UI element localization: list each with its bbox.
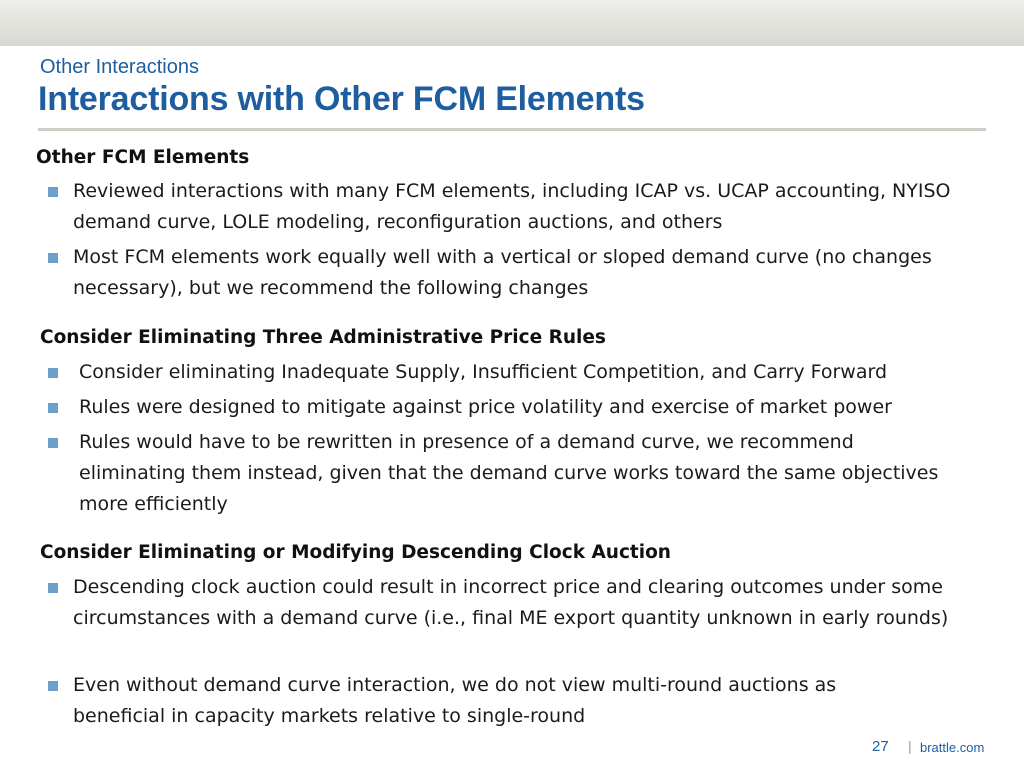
bullet-item [73,572,968,634]
slide-subtitle: Other Interactions [40,56,199,78]
bullet-marker-icon [48,583,58,593]
bullet-item [73,176,973,238]
bullet-marker-icon [48,438,58,448]
slide-title: Interactions with Other FCM Elements [38,80,645,118]
bullet-text: Reviewed interactions with many FCM elements, including ICAP vs. UCAP accounting, NYISO demand curve, LOLE modeling, reconfiguration auctions, and others [73,180,951,233]
bullet-text: Consider eliminating Inadequate Supply, Insufficient Competition, and Carry Forward [79,361,888,383]
bullet-item [73,242,953,304]
bullet-item [73,670,933,732]
bullet-text: Most FCM elements work equally well with a vertical or sloped demand curve (no changes necessary), but we recommend the following changes [73,246,932,299]
section-heading-administrative-price-rules: Consider Eliminating Three Administrative Price Rules [40,327,606,348]
bullet-marker-icon [48,253,58,263]
page-number: 27 [872,738,889,755]
bullet-marker-icon [48,368,58,378]
bullet-text: Descending clock auction could result in incorrect price and clearing outcomes under some circumstances with a demand curve (i.e., final ME export quantity unknown in early rounds) [73,576,949,629]
bullet-item [79,392,979,423]
footer-separator: | [908,738,912,754]
bullet-item [79,357,979,388]
bullet-text: Even without demand curve interaction, we do not view multi-round auctions as beneficial in capacity markets relative to single-round [73,674,837,727]
bullet-text: Rules were designed to mitigate against price volatility and exercise of market power [79,396,892,418]
section-heading-other-fcm-elements: Other FCM Elements [36,147,250,168]
bullet-text: Rules would have to be rewritten in presence of a demand curve, we recommend eliminating them instead, given that the demand curve works toward the same objectives more efficiently [79,431,939,515]
section-heading-descending-clock-auction: Consider Eliminating or Modifying Descending Clock Auction [40,542,671,563]
bullet-marker-icon [48,681,58,691]
bullet-marker-icon [48,403,58,413]
bullet-item [79,427,939,520]
bullet-marker-icon [48,187,58,197]
footer-website-link[interactable]: brattle.com [920,740,985,755]
